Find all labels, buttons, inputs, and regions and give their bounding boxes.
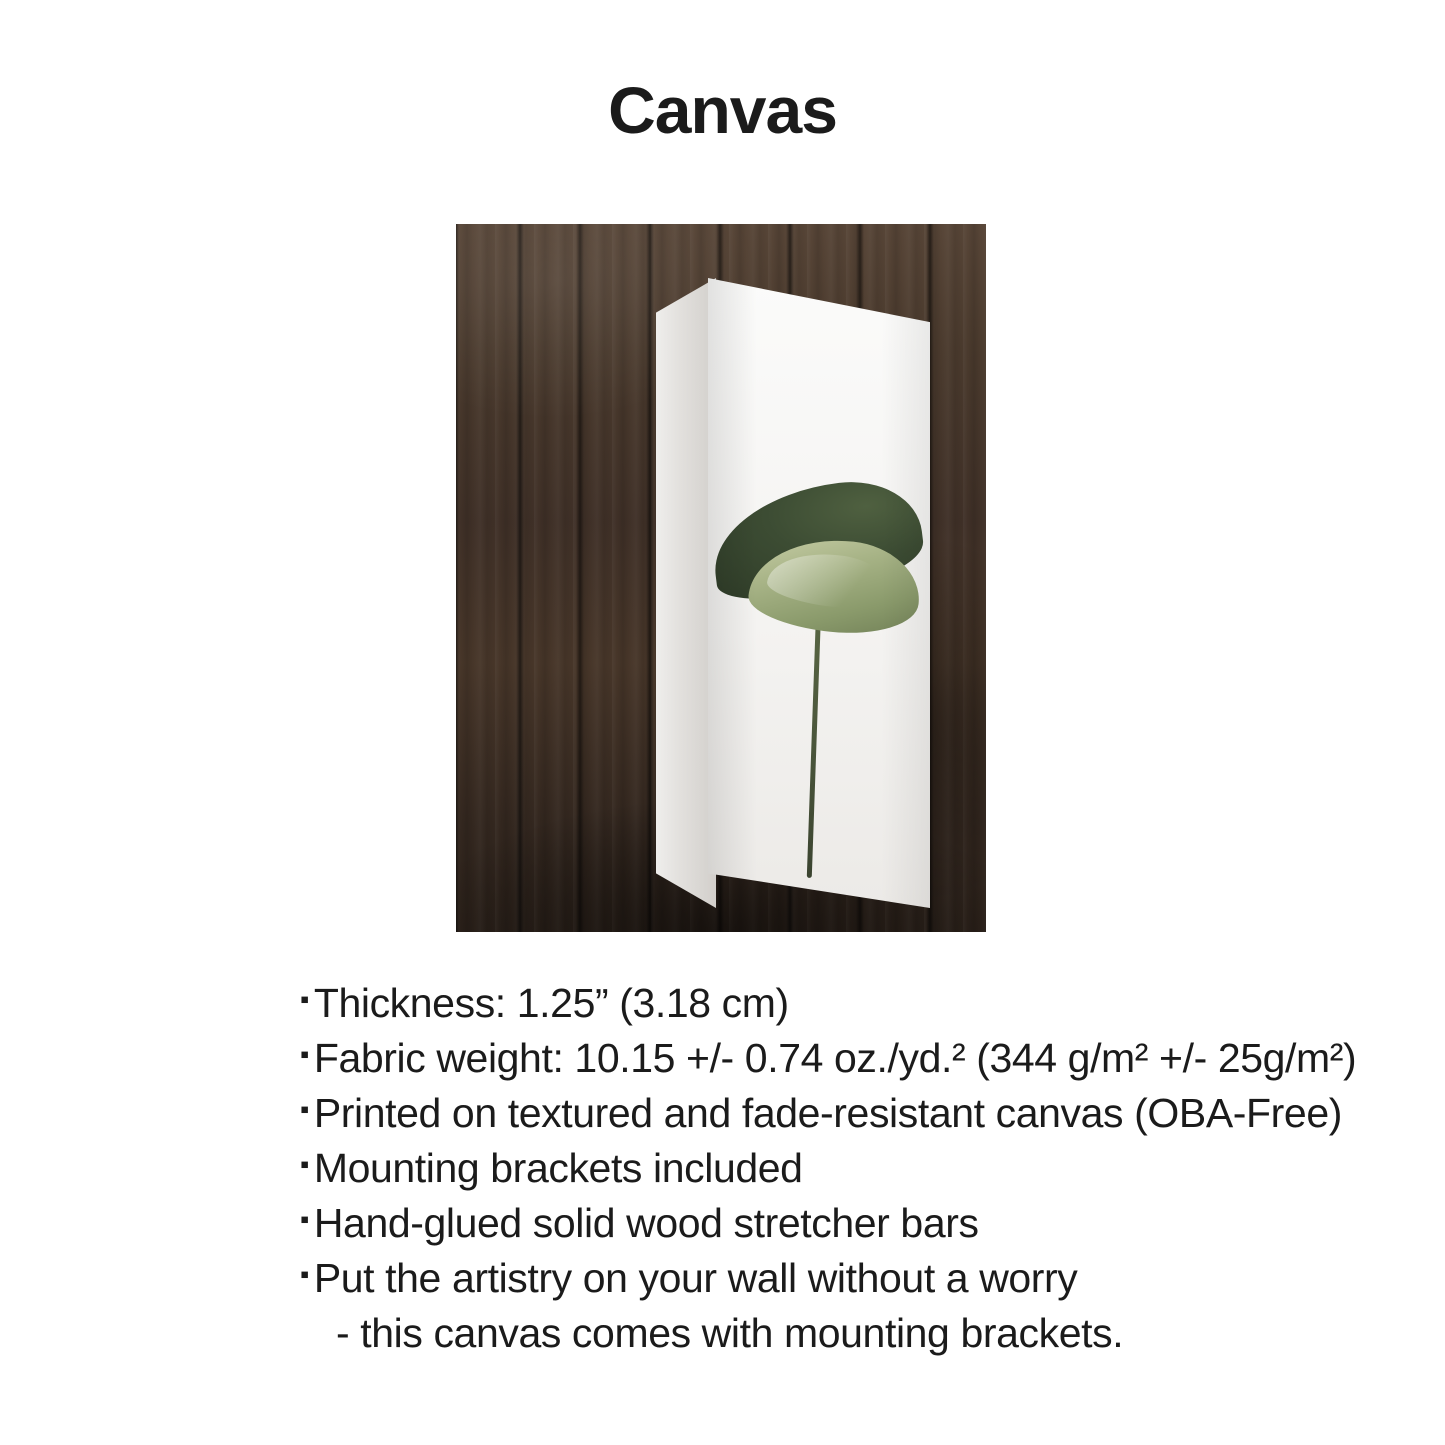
- specs-list: [300, 980, 1357, 1358]
- list-item: [300, 1089, 1342, 1138]
- list-item-label: Mounting brackets included: [313, 1144, 803, 1191]
- bullet-icon: ▪: [300, 1203, 309, 1234]
- list-item: [300, 1255, 1300, 1303]
- canvas-face-shading: [708, 278, 930, 908]
- canvas-print-face: [708, 278, 930, 908]
- bullet-icon: ▪: [300, 1038, 309, 1069]
- bullet-icon: ▪: [300, 984, 309, 1014]
- list-item-label: Hand-glued solid wood stretcher bars: [313, 1199, 979, 1246]
- list-item: [300, 980, 1300, 1028]
- list-item: [300, 1145, 1300, 1193]
- list-item: [300, 1200, 1300, 1248]
- list-item-label: Thickness: 1.25” (3.18 cm): [313, 980, 789, 1026]
- page-title: Canvas: [608, 73, 837, 147]
- bullet-icon: ▪: [300, 1258, 309, 1289]
- canvas-side-edge: [656, 278, 716, 908]
- list-item-continuation: - this canvas comes with mounting brackets.: [336, 1309, 1124, 1356]
- list-item-label: Put the artistry on your wall without a worry: [313, 1254, 1078, 1301]
- bullet-icon: ▪: [300, 1148, 309, 1179]
- product-image: [456, 224, 986, 932]
- bullet-icon: ▪: [300, 1093, 309, 1124]
- list-item-label: Fabric weight: 10.15 +/- 0.74 oz./yd.² (344 g/m² +/- 25g/m²): [313, 1034, 1357, 1081]
- list-item-label: Printed on textured and fade-resistant canvas (OBA-Free): [313, 1089, 1342, 1136]
- list-item: [300, 1034, 1357, 1083]
